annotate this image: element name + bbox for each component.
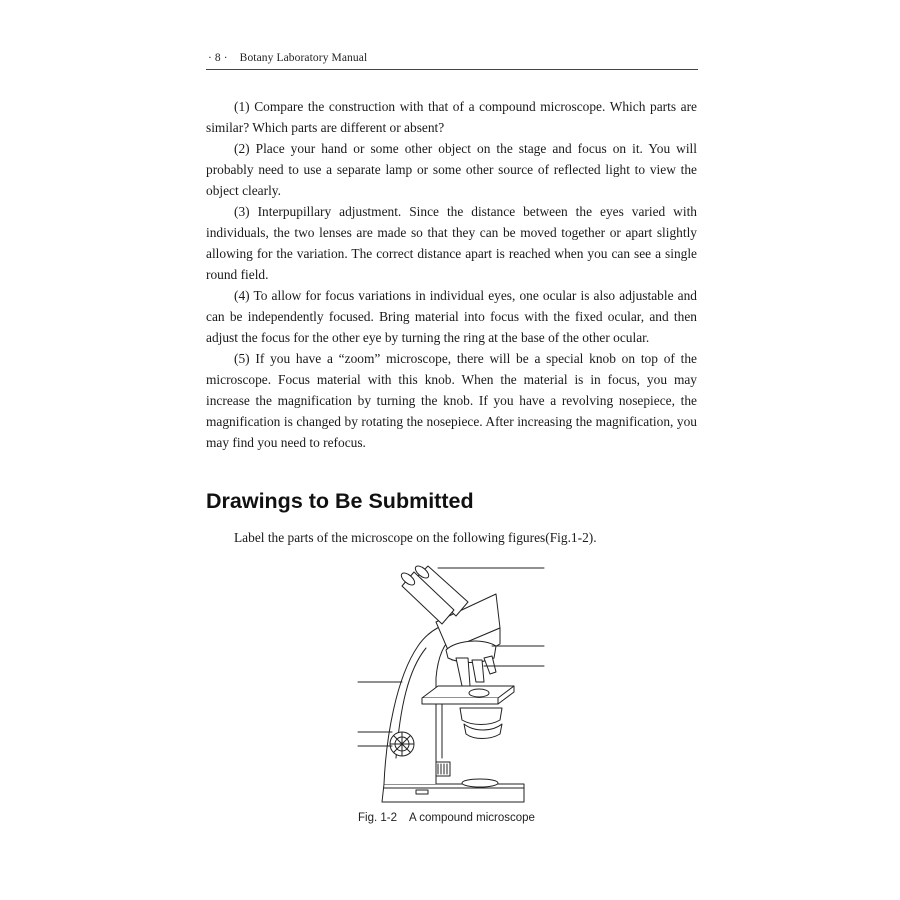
paragraph-step-4: (4) To allow for focus variations in individual eyes, one ocular is also adjustable and can be independently focused. Bring material into focus with the fixed ocular, and then adjust the focus for the other eye by turning the ring at the base of the other ocular. [206, 288, 697, 345]
microscope-figure [356, 558, 546, 808]
book-title: Botany Laboratory Manual [239, 52, 368, 64]
figure-caption-text: A compound microscope [409, 812, 535, 824]
paragraph-step-1: (1) Compare the construction with that of a compound microscope. Which parts are similar? Which parts are different or absent? [206, 99, 697, 135]
body-text [206, 96, 697, 453]
section-heading: Drawings to Be Submitted [206, 489, 474, 513]
header-rule [206, 69, 698, 70]
page-number: · 8 · [208, 52, 228, 64]
paragraph-step-3: (3) Interpupillary adjustment. Since the distance between the eyes varied with individuals, the two lenses are made so that they can be moved together or apart slightly allowing for the variation. The correct distance apart is reached when you can see a single round field. [206, 204, 697, 282]
microscope-drawing [356, 558, 546, 808]
running-head [208, 52, 367, 64]
paragraph-step-2: (2) Place your hand or some other object on the stage and focus on it. You will probably need to use a separate lamp or some other source of reflected light to view the object clearly. [206, 141, 697, 198]
figure-caption [358, 812, 535, 824]
section-instruction: Label the parts of the microscope on the following figures(Fig.1-2). [234, 530, 597, 545]
paragraph-step-5: (5) If you have a “zoom” microscope, there will be a special knob on top of the microscope. Focus material with this knob. When the material is in focus, you may increase the magnification by turning the knob. If you have a revolving nosepiece, the magnification is changed by rotating the nosepiece. After increasing the magnification, you may find you need to refocus. [206, 351, 697, 450]
figure-caption-number: Fig. 1-2 [358, 812, 397, 824]
